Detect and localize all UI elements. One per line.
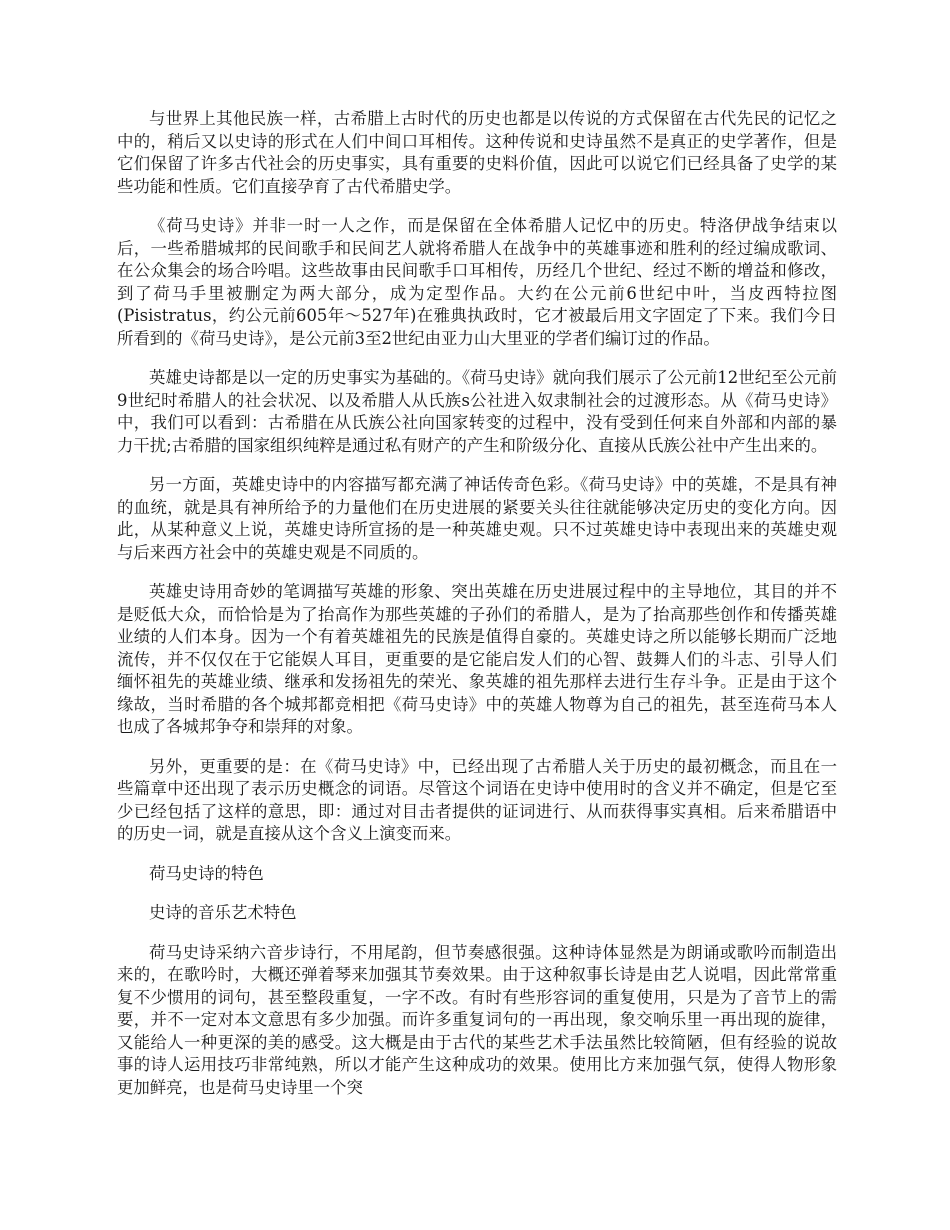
document-body bbox=[117, 108, 837, 1116]
paragraph-intro: 与世界上其他民族一样，古希腊上古时代的历史也都是以传说的方式保留在古代先民的记忆之中的，稍后又以史诗的形式在人们中间口耳相传。这种传说和史诗虽然不是真正的史学著作，但是它们保留了许多古代社会的历史事实，具有重要的史料价值，因此可以说它们已经具备了史学的某些功能和性质。它们直接孕育了古代希腊史学。 bbox=[117, 109, 837, 196]
paragraph-hero-portrayal: 英雄史诗用奇妙的笔调描写英雄的形象、突出英雄在历史进展过程中的主导地位，其目的并不是贬低大众，而恰恰是为了抬高作为那些英雄的子孙们的希腊人，是为了抬高那些创作和传播英雄业绩的人们本身。因为一个有着英雄祖先的民族是值得自豪的。英雄史诗之所以能够长期而广泛地流传，并不仅仅在于它能娱人耳目，更重要的是它能启发人们的心智、鼓舞人们的斗志、引导人们缅怀祖先的英雄业绩、继承和发扬祖先的荣光、象英雄的祖先那样去进行生存斗争。正是由于这个缘故，当时希腊的各个城邦都竞相把《荷马史诗》中的英雄人物尊为自己的祖先，甚至连荷马本人也成了各城邦争夺和崇拜的对象。 bbox=[117, 582, 837, 736]
paragraph-homer-origin: 《荷马史诗》并非一时一人之作，而是保留在全体希腊人记忆中的历史。特洛伊战争结束以后，一些希腊城邦的民间歌手和民间艺人就将希腊人在战争中的英雄事迹和胜利的经过编成歌词、在公众集会的场合吟唱。这些故事由民间歌手口耳相传，历经几个世纪、经过不断的增益和修改，到了荷马手里被删定为两大部分，成为定型作品。大约在公元前6世纪中叶，当皮西特拉图(Pisistratus，约公元前605年～527年)在雅典执政时，它才被最后用文字固定了下来。我们今日所看到的《荷马史诗》，是公元前3至2世纪由亚力山大里亚的学者们编订过的作品。 bbox=[117, 216, 837, 348]
paragraph-meter: 荷马史诗采纳六音步诗行，不用尾韵，但节奏感很强。这种诗体显然是为朗诵或歌吟而制造出来的，在歌吟时，大概还弹着琴来加强其节奏效果。由于这种叙事长诗是由艺人说唱，因此常常重复不少惯用的词句，甚至整段重复，一字不改。有时有些形容词的重复使用，只是为了音节上的需要，并不一定对本文意思有多少加强。而许多重复词句的一再出现，象交响乐里一再出现的旋律，又能给人一种更深的美的感受。这大概是由于古代的某些艺术手法虽然比较简陋，但有经验的说故事的诗人运用技巧非常纯熟，所以才能产生这种成功的效果。使用比方来加强气氛，使得人物形象更加鲜亮，也是荷马史诗里一个突 bbox=[117, 942, 837, 1097]
paragraph-myth-color: 另一方面，英雄史诗中的内容描写都充满了神话传奇色彩。《荷马史诗》中的英雄，不是具有神的血统，就是具有神所给予的力量他们在历史进展的紧要关头往往就能够决定历史的变化方向。因此，从某种意义上说，英雄史诗所宣扬的是一种英雄史观。只不过英雄史诗中表现出来的英雄史观与后来西方社会中的英雄史观是不同质的。 bbox=[117, 475, 837, 562]
paragraph-historical-basis: 英雄史诗都是以一定的历史事实为基础的。《荷马史诗》就向我们展示了公元前12世纪至公元前9世纪时希腊人的社会状况、以及希腊人从氏族s公社进入奴隶制社会的过渡形态。从《荷马史诗》中，我们可以看到：古希腊在从氏族公社向国家转变的过程中，没有受到任何来自外部和内部的暴力干扰;古希腊的国家组织纯粹是通过私有财产的产生和阶级分化、直接从氏族公社中产生出来的。 bbox=[117, 368, 837, 455]
section-heading-music: 史诗的音乐艺术特色 bbox=[149, 903, 297, 922]
paragraph-history-concept: 另外，更重要的是：在《荷马史诗》中，已经出现了古希腊人关于历史的最初概念，而且在一些篇章中还出现了表示历史概念的词语。尽管这个词语在史诗中使用时的含义并不确定，但是它至少已经包括了这样的意思，即：通过对目击者提供的证词进行、从而获得事实真相。后来希腊语中的历史一词，就是直接从这个含义上演变而来。 bbox=[117, 756, 837, 843]
section-heading-features: 荷马史诗的特色 bbox=[149, 863, 264, 883]
